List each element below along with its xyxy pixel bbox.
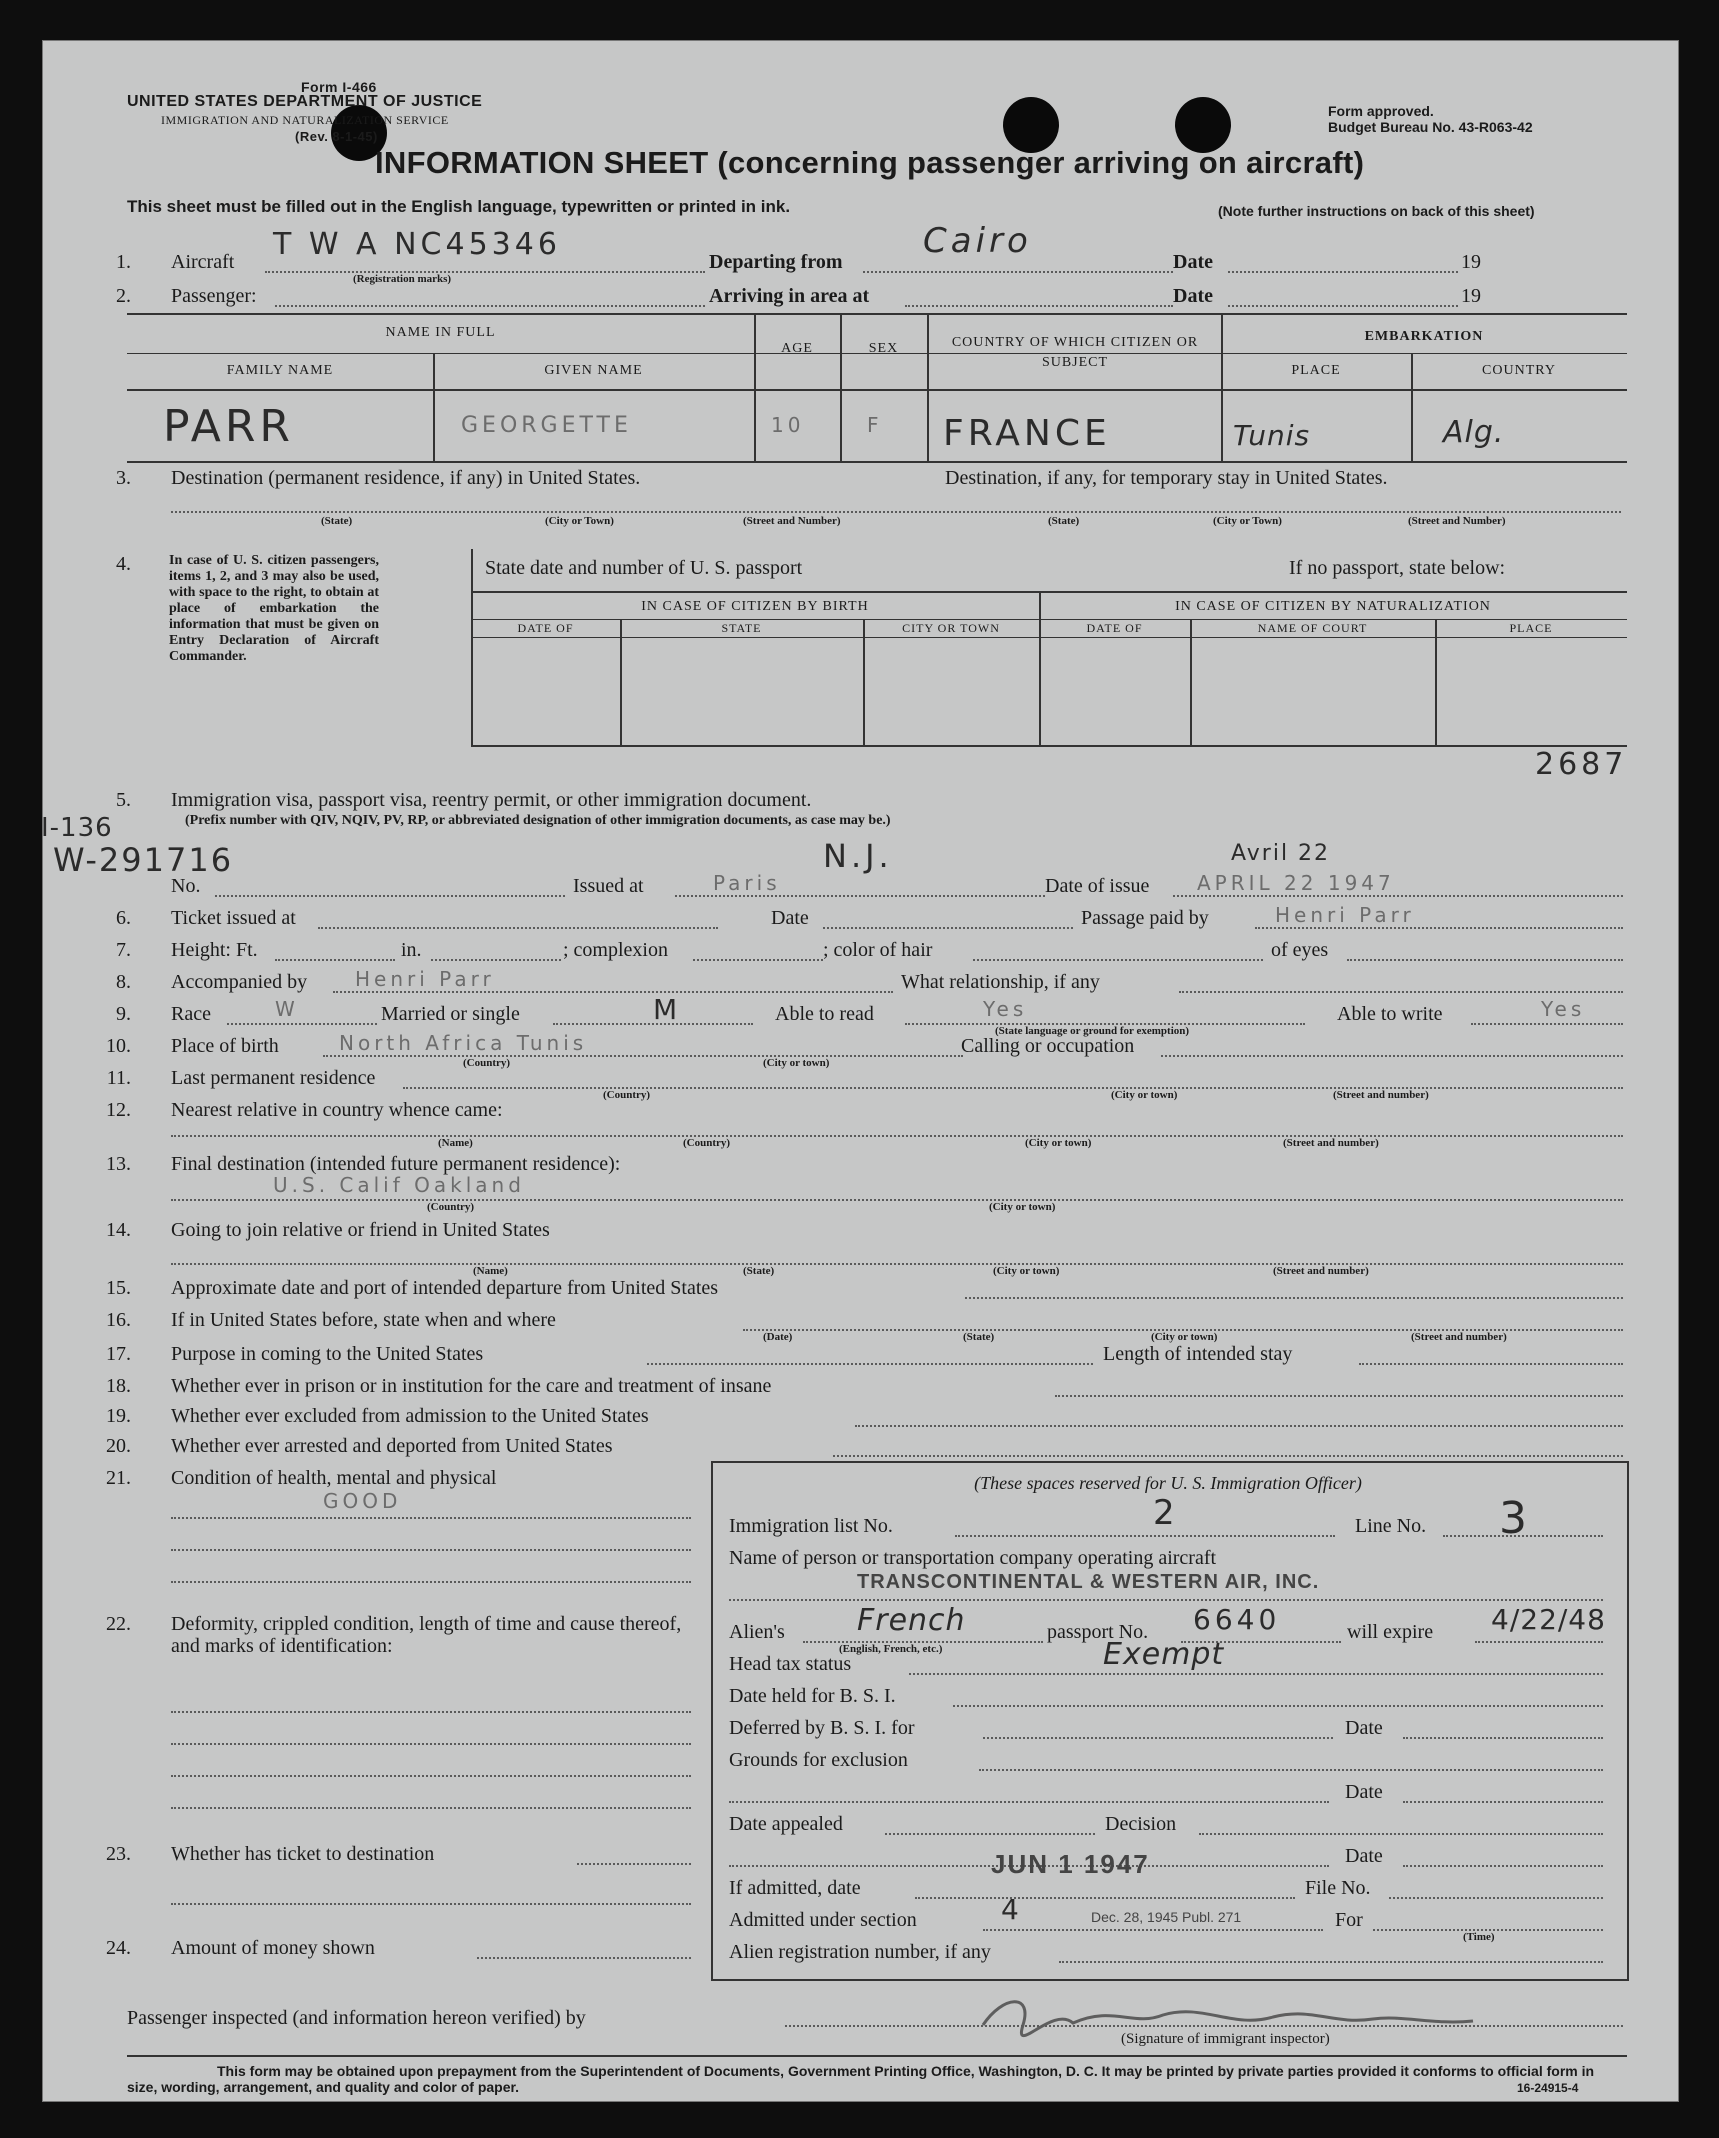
- registration-marks-caption: (Registration marks): [353, 273, 452, 285]
- item-number: 7.: [116, 939, 131, 961]
- country-caption: (Country): [463, 1057, 511, 1069]
- state-caption: (State): [321, 515, 353, 527]
- item-number: 21.: [106, 1467, 131, 1489]
- purpose-label: Purpose in coming to the United States: [171, 1343, 484, 1365]
- form-number: Form I-466: [301, 79, 377, 95]
- item-number: 16.: [106, 1309, 131, 1331]
- given-name-value: GEORGETTE: [461, 413, 632, 438]
- accompanied-value: Henri Parr: [355, 967, 495, 991]
- item-number: 24.: [106, 1937, 131, 1959]
- citizen-note: In case of U. S. citizen passengers, items 1, 2, and 3 may also be used, with space to the right, to obtain at place of embarkation the information that must be given on Entry Declaration of Aircraft Commander.: [169, 553, 379, 664]
- city-header: CITY OR TOWN: [902, 621, 1000, 635]
- bsi-held-label: Date held for B. S. I.: [729, 1685, 896, 1707]
- exclusion-date-label: Date: [1345, 1781, 1383, 1803]
- inches-label: in.: [401, 939, 422, 961]
- immigration-list-label: Immigration list No.: [729, 1515, 893, 1537]
- passport-number-value: 6640: [1193, 1603, 1281, 1636]
- departing-label: Departing from: [709, 251, 843, 273]
- name-caption: (Name): [438, 1137, 473, 1149]
- issued-mark: N.J.: [823, 837, 893, 875]
- file-number-label: File No.: [1305, 1877, 1371, 1899]
- bsi-deferred-label: Deferred by B. S. I. for: [729, 1717, 915, 1739]
- item-number: 18.: [106, 1375, 131, 1397]
- arriving-label: Arriving in area at: [709, 285, 870, 307]
- accompanied-label: Accompanied by: [171, 971, 308, 993]
- item-number: 23.: [106, 1843, 131, 1865]
- item-number: 5.: [116, 789, 131, 811]
- height-label: Height: Ft.: [171, 939, 258, 961]
- passport-expire-value: 4/22/48: [1491, 1603, 1606, 1636]
- city-caption: (City or town): [1025, 1137, 1092, 1149]
- nationality-caption: (English, French, etc.): [839, 1643, 943, 1655]
- citizen-by-naturalization-header: IN CASE OF CITIZEN BY NATURALIZATION: [1175, 599, 1491, 614]
- item-number: 10.: [106, 1035, 131, 1057]
- date-of-header: DATE OF: [1086, 621, 1143, 635]
- section-stamp: Dec. 28, 1945 Publ. 271: [1091, 1909, 1242, 1925]
- footer-code: 16-24915-4: [1517, 2081, 1579, 2095]
- passage-paid-value: Henri Parr: [1275, 903, 1415, 927]
- page-title: INFORMATION SHEET (concerning passenger arriving on aircraft): [375, 145, 1365, 180]
- aircraft-label: Aircraft: [171, 251, 235, 273]
- decision-date-label: Date: [1345, 1845, 1383, 1867]
- item-number: 22.: [106, 1613, 131, 1635]
- departure-intent-label: Approximate date and port of intended departure from United States: [171, 1277, 719, 1299]
- admitted-section-value: 4: [1001, 1893, 1023, 1926]
- able-to-read-label: Able to read: [775, 1003, 874, 1025]
- deformity-label: Deformity, crippled condition, length of time and cause thereof, and marks of identification:: [171, 1613, 682, 1657]
- decision-label: Decision: [1105, 1813, 1177, 1835]
- age-value: 10: [771, 413, 805, 437]
- previous-visit-label: If in United States before, state when and where: [171, 1309, 556, 1331]
- eye-color-label: of eyes: [1271, 939, 1329, 961]
- exclusion-grounds-label: Grounds for exclusion: [729, 1749, 908, 1771]
- item-number: 9.: [116, 1003, 131, 1025]
- bsi-date-label: Date: [1345, 1717, 1383, 1739]
- item-number: 13.: [106, 1153, 131, 1175]
- aircraft-value: T W A NC45346: [273, 227, 561, 262]
- prison-insane-label: Whether ever in prison or in institution for the care and treatment of insane: [171, 1375, 772, 1397]
- no-passport-label: If no passport, state below:: [1289, 557, 1506, 579]
- length-of-stay-label: Length of intended stay: [1103, 1343, 1293, 1365]
- inspector-signature-caption: (Signature of immigrant inspector): [1121, 2031, 1330, 2047]
- back-note: (Note further instructions on back of this sheet): [1218, 203, 1535, 219]
- race-value: W: [275, 997, 299, 1021]
- age-header: AGE: [781, 341, 813, 356]
- street-caption: (Street and number): [1411, 1331, 1507, 1343]
- alien-registration-label: Alien registration number, if any: [729, 1941, 991, 1963]
- passport-expire-label: will expire: [1347, 1621, 1434, 1643]
- ticket-destination-label: Whether has ticket to destination: [171, 1843, 435, 1865]
- given-name-header: GIVEN NAME: [544, 363, 643, 378]
- street-caption: (Street and number): [1273, 1265, 1369, 1277]
- embarkation-country-header: COUNTRY: [1482, 363, 1556, 378]
- time-caption: (Time): [1463, 1931, 1495, 1943]
- court-header: NAME OF COURT: [1257, 621, 1368, 635]
- ticket-issued-label: Ticket issued at: [171, 907, 296, 929]
- state-caption: (State): [1048, 515, 1080, 527]
- item-number: 20.: [106, 1435, 131, 1457]
- form-approved: Form approved.: [1328, 103, 1434, 119]
- name-caption: (Name): [473, 1265, 508, 1277]
- arrival-date-label: Date: [1173, 285, 1213, 307]
- alien-nationality-label: Alien's: [729, 1621, 785, 1643]
- marital-status-value: M: [653, 993, 682, 1026]
- place-header: PLACE: [1509, 621, 1553, 635]
- document-number-label: No.: [171, 875, 201, 897]
- able-to-write-label: Able to write: [1337, 1003, 1443, 1025]
- name-in-full-header: NAME IN FULL: [385, 325, 496, 340]
- nearest-relative-label: Nearest relative in country whence came:: [171, 1099, 503, 1121]
- year-suffix: 19: [1461, 251, 1481, 273]
- year-suffix: 19: [1461, 285, 1481, 307]
- street-caption: (Street and number): [1283, 1137, 1379, 1149]
- state-header: STATE: [721, 621, 762, 635]
- item-number: 14.: [106, 1219, 131, 1241]
- us-passport-label: State date and number of U. S. passport: [485, 557, 803, 579]
- citizen-by-birth-header: IN CASE OF CITIZEN BY BIRTH: [641, 599, 869, 614]
- embarkation-header: EMBARKATION: [1364, 329, 1484, 344]
- item-number: 6.: [116, 907, 131, 929]
- embarkation-country-value: Alg.: [1443, 415, 1505, 450]
- city-caption: (City or town): [763, 1057, 830, 1069]
- line-number-label: Line No.: [1355, 1515, 1427, 1537]
- final-destination-label: Final destination (intended future permanent residence):: [171, 1153, 621, 1175]
- appeal-date-label: Date appealed: [729, 1813, 843, 1835]
- line-number-value: 3: [1499, 1493, 1531, 1544]
- issue-date-value: APRIL 22 1947: [1197, 871, 1395, 895]
- health-label: Condition of health, mental and physical: [171, 1467, 497, 1489]
- street-caption: (Street and Number): [743, 515, 841, 527]
- item-number: 4.: [116, 553, 131, 575]
- revision: (Rev. 8-1-45): [295, 129, 378, 144]
- city-caption: (City or Town): [545, 515, 614, 527]
- item-number: 17.: [106, 1343, 131, 1365]
- margin-number: 2687: [1535, 747, 1628, 782]
- street-caption: (Street and Number): [1408, 515, 1506, 527]
- able-to-read-value: Yes: [983, 997, 1028, 1021]
- citizen-country-value: FRANCE: [943, 413, 1111, 454]
- country-caption: (Country): [427, 1201, 475, 1213]
- country-of-citizenship-header: COUNTRY OF WHICH CITIZEN OR SUBJECT: [951, 335, 1199, 370]
- immigration-list-value: 2: [1153, 1493, 1179, 1533]
- final-destination-value: U.S. Calif Oakland: [273, 1173, 525, 1197]
- operator-label: Name of person or transportation company operating aircraft: [729, 1547, 1217, 1569]
- immigration-document-caption: (Prefix number with QIV, NQIV, PV, RP, or abbreviated designation of other immigration documents, as case may be.): [185, 813, 891, 828]
- race-label: Race: [171, 1003, 211, 1025]
- state-caption: (State): [963, 1331, 995, 1343]
- operator-stamp: TRANSCONTINENTAL & WESTERN AIR, INC.: [857, 1571, 1320, 1593]
- admitted-section-label: Admitted under section: [729, 1909, 917, 1931]
- date-caption: (Date): [763, 1331, 793, 1343]
- last-residence-label: Last permanent residence: [171, 1067, 376, 1089]
- complexion-label: ; complexion: [563, 939, 668, 961]
- sex-value: F: [867, 413, 883, 437]
- embarkation-place-value: Tunis: [1233, 419, 1311, 452]
- able-to-write-value: Yes: [1541, 997, 1586, 1021]
- occupation-label: Calling or occupation: [961, 1035, 1135, 1057]
- head-tax-value: Exempt: [1103, 1637, 1225, 1672]
- health-value: GOOD: [323, 1489, 402, 1513]
- passport-number-label: passport No.: [1047, 1621, 1149, 1643]
- birthplace-value: North Africa Tunis: [339, 1031, 588, 1055]
- visa-number: W-291716: [53, 841, 234, 879]
- exemption-caption: (State language or ground for exemption): [995, 1025, 1190, 1037]
- state-caption: (State): [743, 1265, 775, 1277]
- item-number: 19.: [106, 1405, 131, 1427]
- city-caption: (City or town): [1111, 1089, 1178, 1101]
- hair-color-label: ; color of hair: [823, 939, 933, 961]
- embarkation-place-header: PLACE: [1291, 363, 1341, 378]
- temporary-destination-label: Destination, if any, for temporary stay in United States.: [945, 467, 1388, 489]
- immigration-document-label: Immigration visa, passport visa, reentry permit, or other immigration document.: [171, 789, 812, 811]
- departing-value: Cairo: [923, 221, 1032, 261]
- footer-note: This form may be obtained upon prepayment from the Superintendent of Documents, Government Printing Office, Washington, D. C. It may be printed by private parties provided it conforms to official form in size, wording, arrangement, and quality and color of paper.: [127, 2063, 1595, 2095]
- item-number: 2.: [116, 285, 131, 307]
- instruction: This sheet must be filled out in the English language, typewritten or printed in ink.: [127, 197, 791, 216]
- street-caption: (Street and number): [1333, 1089, 1429, 1101]
- ticket-date-label: Date: [771, 907, 809, 929]
- item-number: 1.: [116, 251, 131, 273]
- deported-label: Whether ever arrested and deported from United States: [171, 1435, 613, 1457]
- service-line: IMMIGRATION AND NATURALIZATION SERVICE: [161, 113, 449, 127]
- passage-paid-label: Passage paid by: [1081, 907, 1209, 929]
- country-caption: (Country): [683, 1137, 731, 1149]
- budget-bureau: Budget Bureau No. 43-R063-42: [1328, 119, 1533, 135]
- city-caption: (City or town): [989, 1201, 1056, 1213]
- marital-status-label: Married or single: [381, 1003, 520, 1025]
- officer-box-heading: (These spaces reserved for U. S. Immigration Officer): [974, 1473, 1362, 1493]
- item-number: 11.: [106, 1067, 131, 1089]
- document-page: [42, 40, 1679, 2102]
- departure-date-label: Date: [1173, 251, 1213, 273]
- item-number: 15.: [106, 1277, 131, 1299]
- visa-prefix: I-136: [41, 813, 113, 843]
- issued-at-label: Issued at: [573, 875, 644, 897]
- issue-date-note: Avril 22: [1231, 841, 1331, 866]
- country-caption: (Country): [603, 1089, 651, 1101]
- for-label: For: [1335, 1909, 1363, 1931]
- excluded-label: Whether ever excluded from admission to the United States: [171, 1405, 649, 1427]
- family-name-header: FAMILY NAME: [226, 363, 334, 378]
- relationship-label: What relationship, if any: [901, 971, 1100, 993]
- city-caption: (City or town): [993, 1265, 1060, 1277]
- issued-at-value: Paris: [713, 871, 781, 895]
- alien-nationality-value: French: [857, 1603, 966, 1638]
- money-shown-label: Amount of money shown: [171, 1937, 375, 1959]
- birthplace-label: Place of birth: [171, 1035, 279, 1057]
- item-number: 8.: [116, 971, 131, 993]
- issue-date-label: Date of issue: [1045, 875, 1150, 897]
- item-number: 3.: [116, 467, 131, 489]
- admitted-date-stamp: JUN 1 1947: [991, 1849, 1150, 1879]
- family-name-value: PARR: [163, 401, 294, 452]
- admitted-date-label: If admitted, date: [729, 1877, 861, 1899]
- destination-label: Destination (permanent residence, if any) in United States.: [171, 467, 641, 489]
- head-tax-label: Head tax status: [729, 1653, 852, 1675]
- join-relative-label: Going to join relative or friend in United States: [171, 1219, 550, 1241]
- sex-header: SEX: [868, 341, 899, 356]
- item-number: 12.: [106, 1099, 131, 1121]
- city-caption: (City or Town): [1213, 515, 1282, 527]
- city-caption: (City or town): [1151, 1331, 1218, 1343]
- inspected-by-label: Passenger inspected (and information hereon verified) by: [127, 2007, 586, 2029]
- passenger-label: Passenger:: [171, 285, 257, 307]
- date-of-header: DATE OF: [517, 621, 574, 635]
- department-line: UNITED STATES DEPARTMENT OF JUSTICE: [127, 93, 483, 110]
